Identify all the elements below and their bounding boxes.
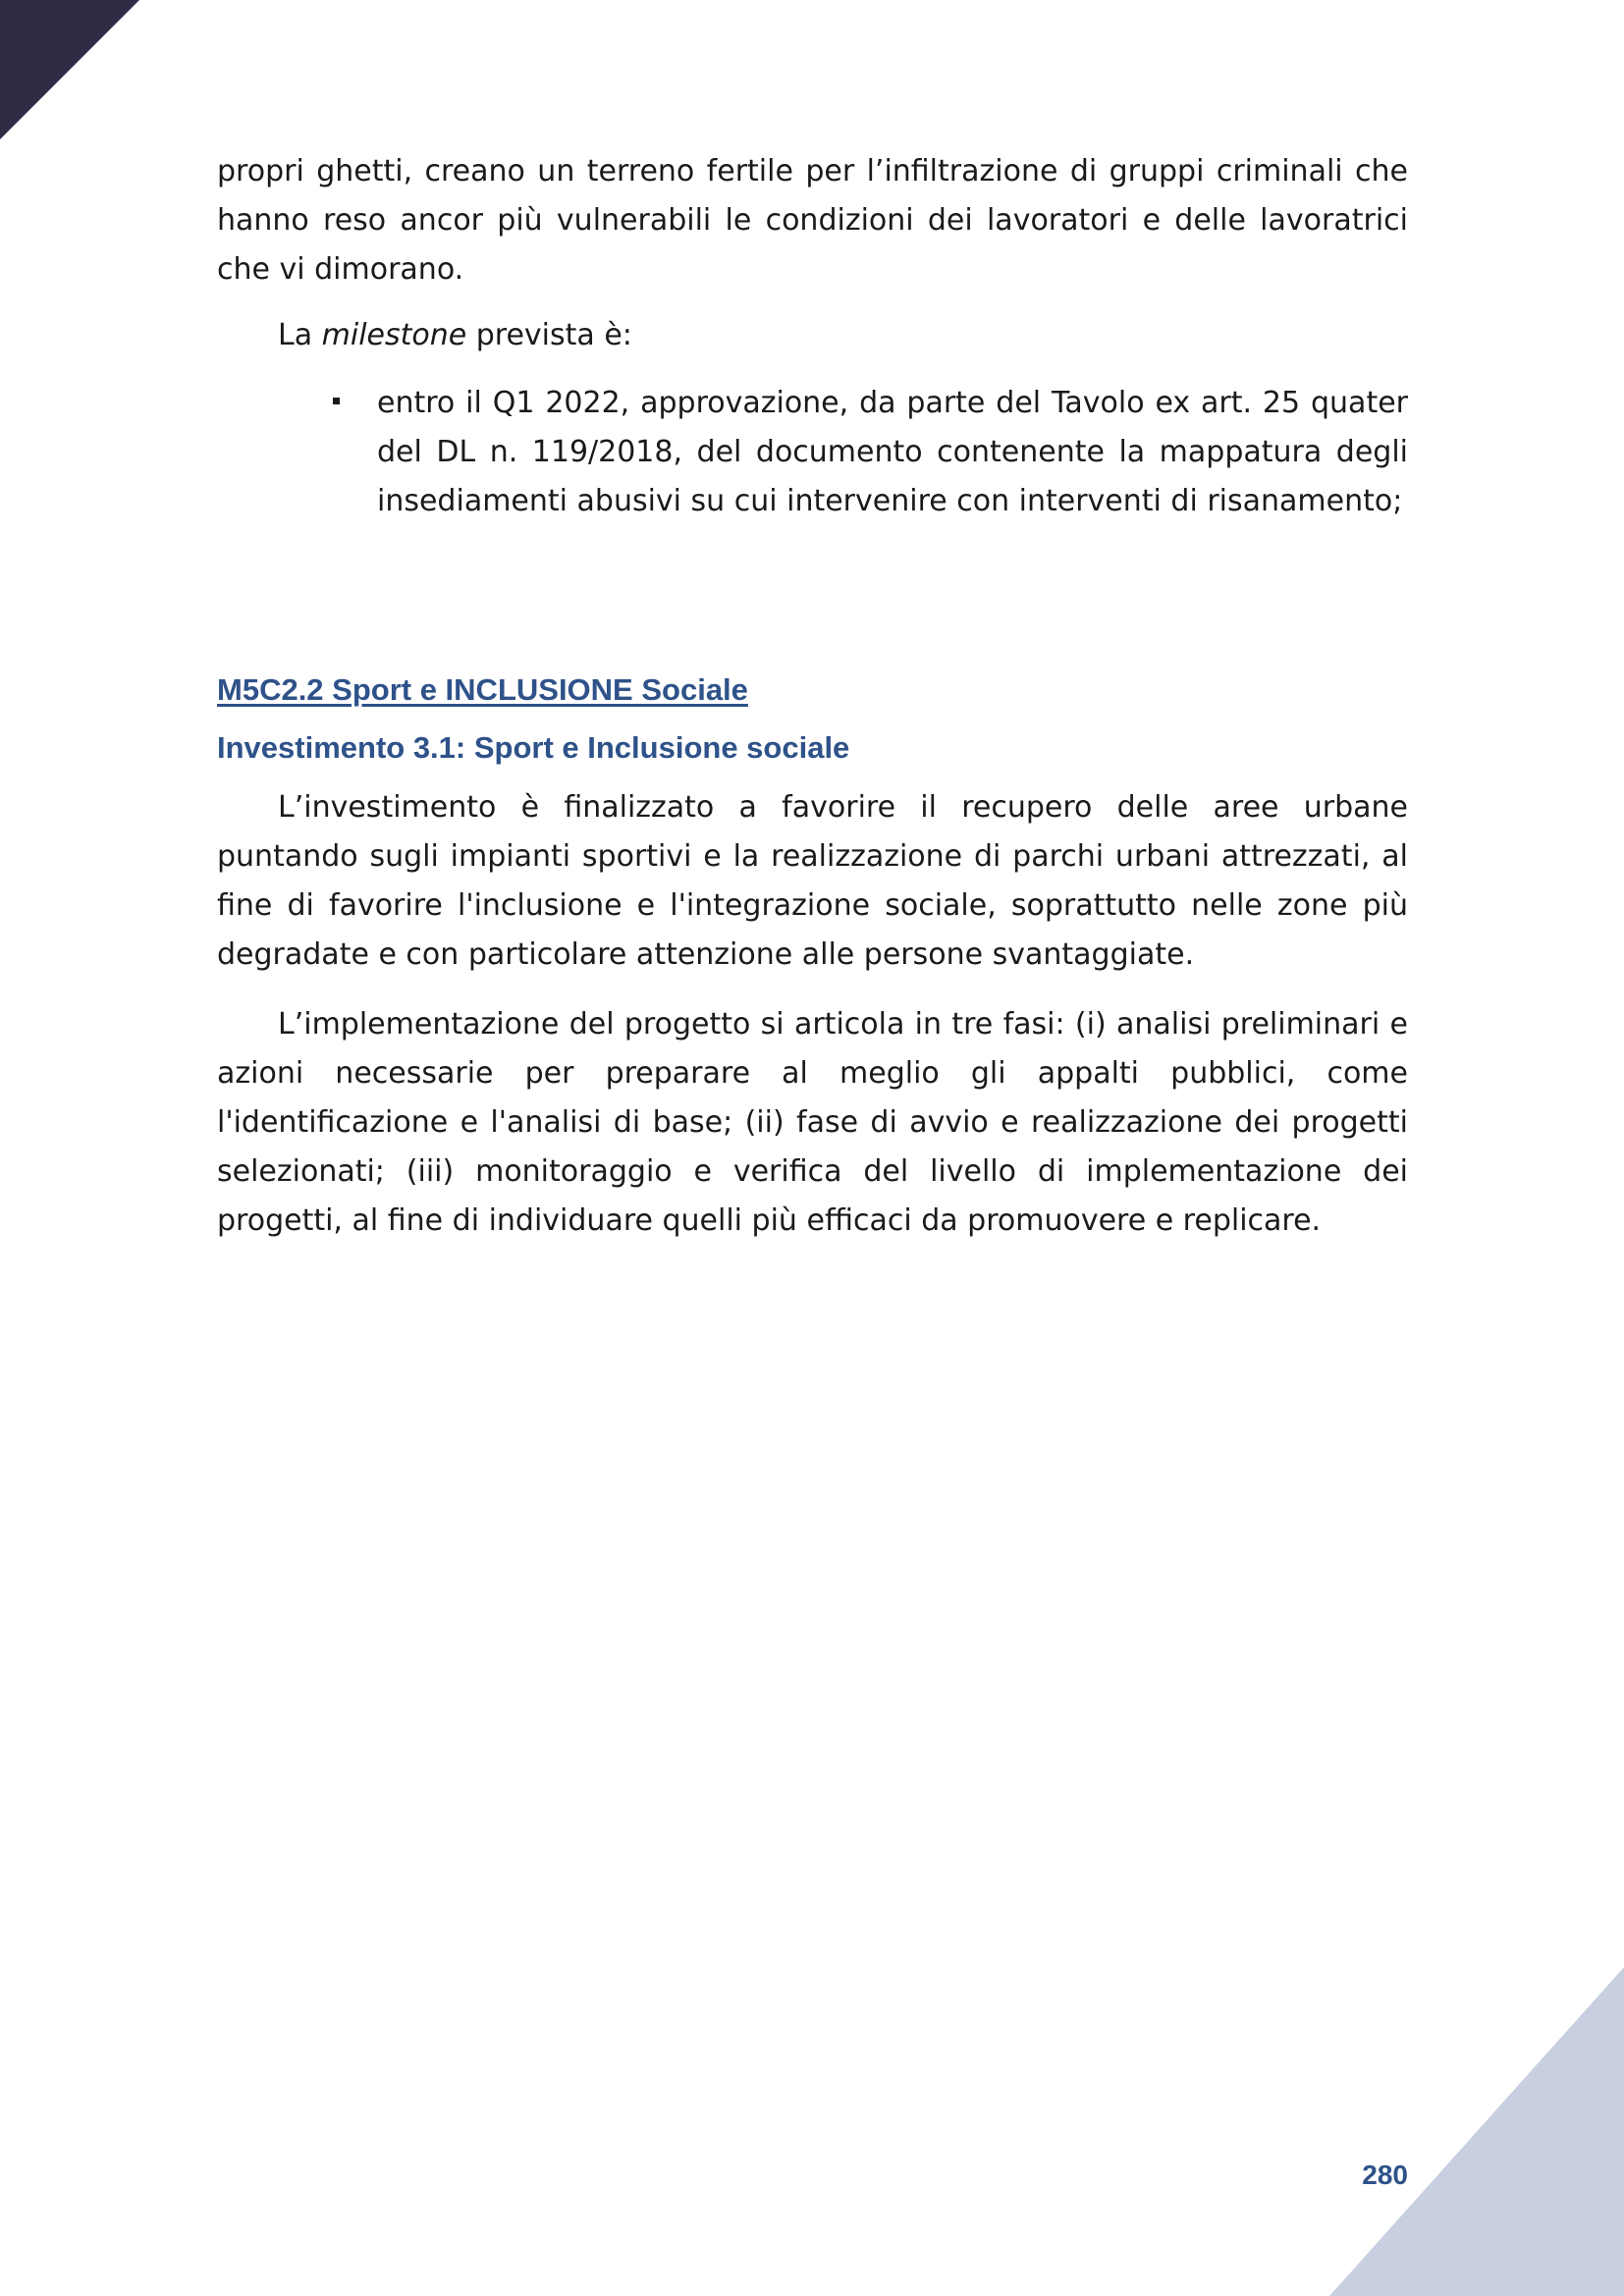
milestone-list-item: [377, 379, 1408, 526]
milestone-intro: [217, 311, 1408, 360]
milestone-intro-after: prevista è:: [466, 318, 632, 352]
milestone-intro-before: La: [278, 318, 322, 352]
paragraph-investment: L’investimento è finalizzato a favorire il recupero delle aree urbane puntando sugli impianti sportivi e la realizzazione di parchi urbani attrezzati, al fine di favorire l'inclusione e l'integrazione sociale, soprattutto nelle zone più degradate e con particolare attenzione alle persone svantaggiate.: [217, 790, 1408, 972]
sub-heading: Investimento 3.1: Sport e Inclusione sociale: [217, 730, 850, 765]
corner-decoration-top-left: [0, 0, 139, 139]
paragraph-continued: propri ghetti, creano un terreno fertile per l’infiltrazione di gruppi criminali che hanno reso ancor più vulnerabili le condizioni dei lavoratori e delle lavoratrici che vi dimorano.: [217, 154, 1408, 287]
milestone-list: [217, 379, 1408, 526]
milestone-term: milestone: [321, 318, 467, 352]
page-number: 280: [1362, 2160, 1408, 2190]
square-bullet-icon: [333, 398, 340, 404]
paragraph-implementation: L’implementazione del progetto si articola in tre fasi: (i) analisi preliminari e azioni necessarie per preparare al meglio gli appalti pubblici, come l'identificazione e l'analisi di base; (ii) fase di avvio e realizzazione dei progetti selezionati; (iii) monitoraggio e verifica del livello di implementazione dei progetti, al fine di individuare quelli più efficaci da promuovere e replicare.: [217, 1007, 1408, 1238]
section-heading: M5C2.2 Sport e INCLUSIONE Sociale: [217, 672, 748, 707]
page-content: [217, 147, 1408, 1246]
milestone-item-text: entro il Q1 2022, approvazione, da parte del Tavolo ex art. 25 quater del DL n. 119/2018, del documento contenente la mappatura degli insediamenti abusivi su cui intervenire con interventi di risanamento;: [377, 386, 1408, 518]
corner-decoration-bottom-right: [1329, 1967, 1624, 2296]
